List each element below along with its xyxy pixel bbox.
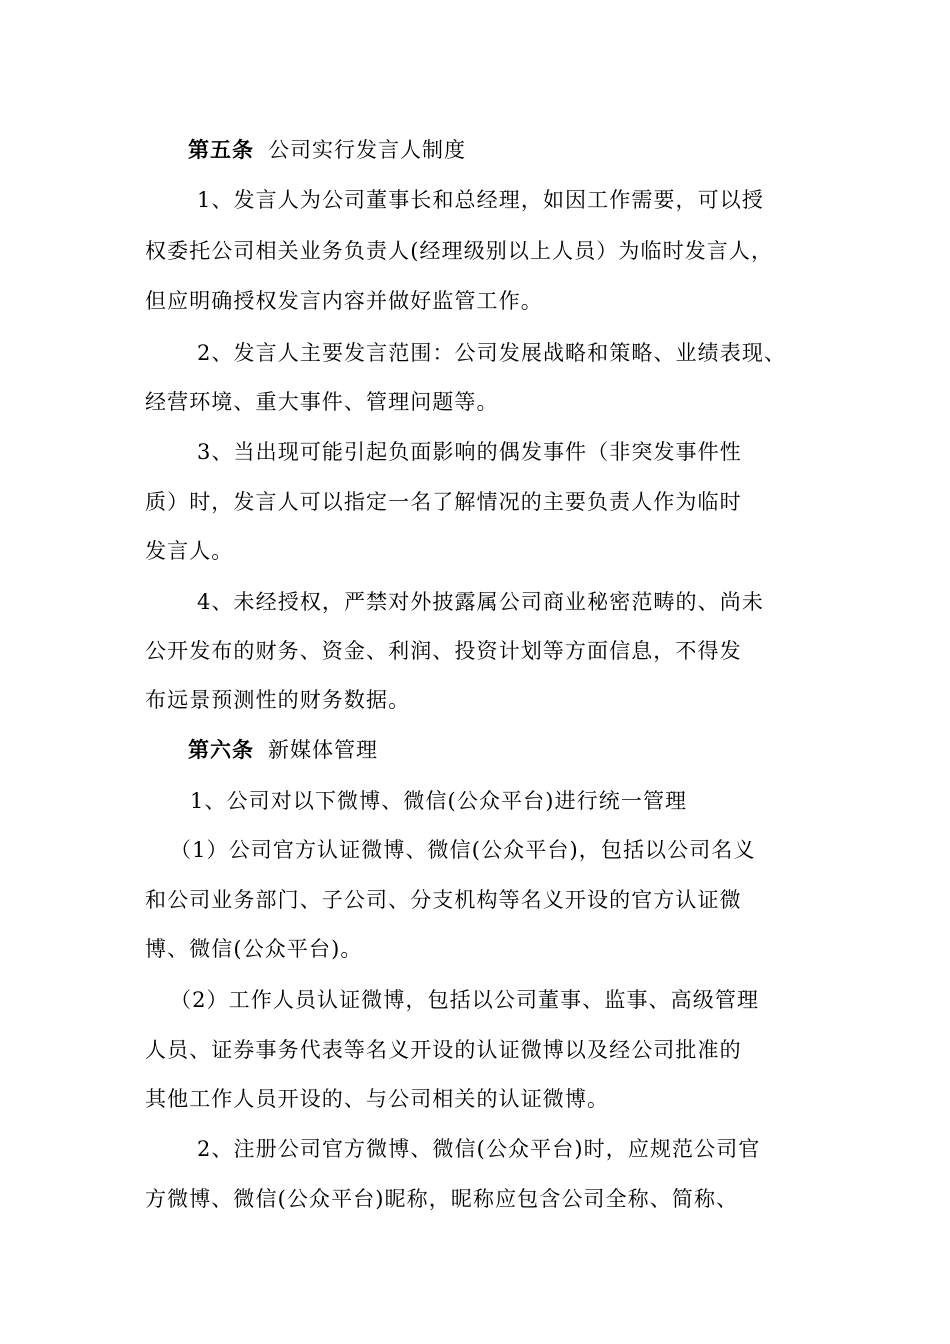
article-5-line: 发言人。	[145, 539, 234, 563]
article-6-subject: 新媒体管理	[268, 738, 378, 762]
article-5-line: 公开发布的财务、资金、利润、投资计划等方面信息，不得发	[145, 639, 742, 663]
article-6-heading	[188, 735, 378, 765]
article-5-number: 第五条	[188, 138, 254, 162]
article-5-line: 但应明确授权发言内容并做好监管工作。	[145, 289, 543, 313]
article-5-line: 1、发言人为公司董事长和总经理，如因工作需要，可以授	[197, 188, 764, 212]
article-5-line: 2、发言人主要发言范围：公司发展战略和策略、业绩表现、	[197, 341, 787, 365]
article-6-line: （1）公司官方认证微博、微信(公众平台)，包括以公司名义	[170, 838, 756, 862]
article-6-line: 方微博、微信(公众平台)昵称，昵称应包含公司全称、简称、	[145, 1187, 739, 1211]
article-6-line: 1、公司对以下微博、微信(公众平台)进行统一管理	[190, 789, 688, 813]
article-6-line: 2、注册公司官方微博、微信(公众平台)时，应规范公司官	[197, 1137, 761, 1161]
article-6-line: 人员、证券事务代表等名义开设的认证微博以及经公司批准的	[145, 1038, 742, 1062]
article-5-subject: 公司实行发言人制度	[268, 138, 466, 162]
article-6-line: 其他工作人员开设的、与公司相关的认证微博。	[145, 1087, 610, 1111]
article-5-line: 经营环境、重大事件、管理问题等。	[145, 390, 499, 414]
article-6-line: （2）工作人员认证微博，包括以公司董事、监事、高级管理	[170, 988, 760, 1012]
article-5-line: 3、当出现可能引起负面影响的偶发事件（非突发事件性	[197, 440, 742, 464]
article-5-line: 4、未经授权，严禁对外披露属公司商业秘密范畴的、尚未	[197, 590, 764, 614]
article-5-line: 质）时，发言人可以指定一名了解情况的主要负责人作为临时	[145, 490, 742, 514]
article-5-line: 权委托公司相关业务负责人(经理级别以上人员）为临时发言人，	[145, 239, 774, 263]
article-5-heading	[188, 135, 466, 165]
article-6-line: 博、微信(公众平台)。	[145, 937, 363, 961]
article-5-line: 布远景预测性的财务数据。	[145, 688, 411, 712]
article-6-number: 第六条	[188, 738, 254, 762]
article-6-line: 和公司业务部门、子公司、分支机构等名义开设的官方认证微	[145, 888, 742, 912]
